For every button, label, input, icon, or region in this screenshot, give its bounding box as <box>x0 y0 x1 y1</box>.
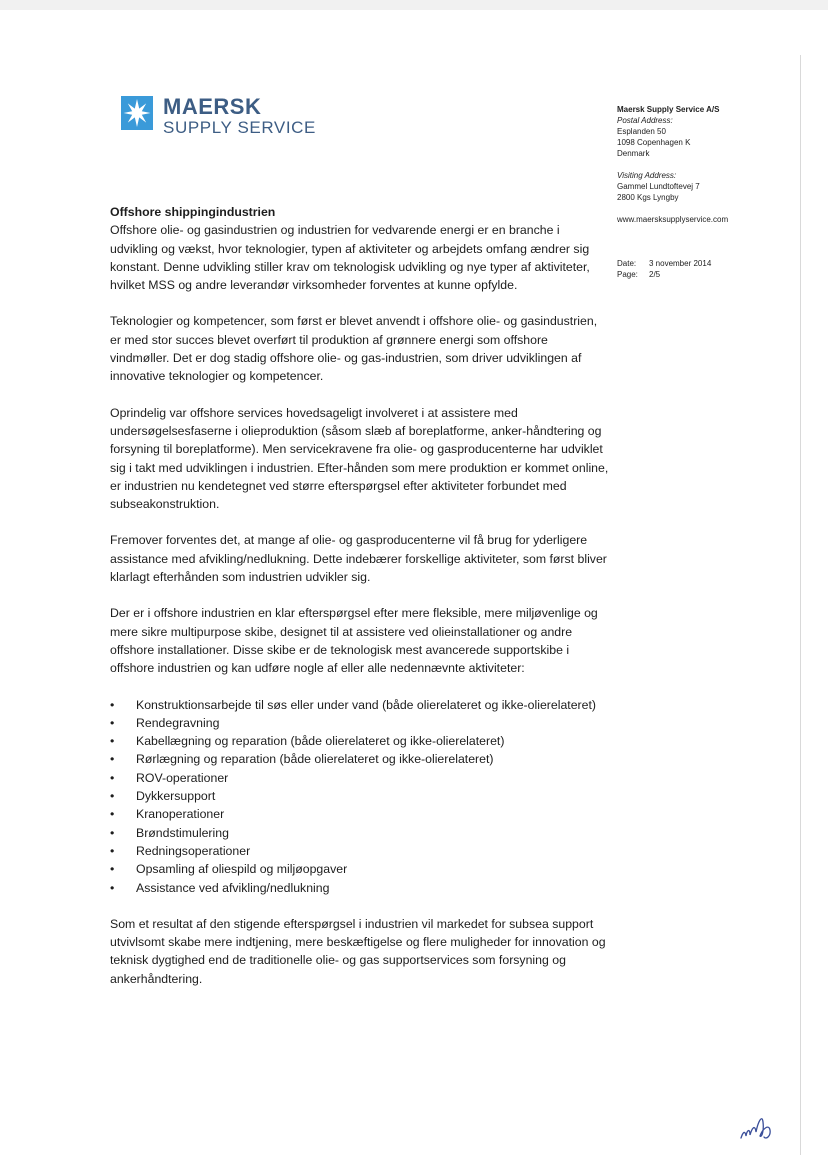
page-row <box>617 269 787 280</box>
activity-list <box>110 696 610 897</box>
list-item: • Assistance ved afvikling/nedlukning <box>110 879 610 897</box>
list-item: • Redningsoperationer <box>110 842 610 860</box>
letter-body <box>110 203 610 1006</box>
list-item: • ROV-operationer <box>110 769 610 787</box>
star-logo-icon <box>121 96 153 130</box>
list-item: • Rendegravning <box>110 714 610 732</box>
company-logo <box>121 96 316 136</box>
visiting-address-label: Visiting Address: <box>617 171 677 180</box>
date-value: 3 november 2014 <box>649 259 712 268</box>
postal-address-label: Postal Address: <box>617 116 673 125</box>
list-item: • Konstruktionsarbejde til søs eller under vand (både olierelateret og ikke-olierelateret) <box>110 696 610 714</box>
paragraph: Offshore olie- og gasindustrien og industrien for vedvarende energi er en branche i udvikling og vækst, hvor teknologier, typen af aktiviteter og arbejdets omfang ændrer sig konstant. Denne udvikling stiller krav om teknologisk udvikling og nye typer af aktiviteter, hvilket MSS og andre leverandør virksomheder forventes at kunne opfylde. <box>110 223 590 293</box>
list-item: • Kabellægning og reparation (både olierelateret og ikke-olierelateret) <box>110 732 610 750</box>
paragraph: Der er i offshore industrien en klar efterspørgsel efter mere fleksible, mere miljøvenlige og mere sikre multipurpose skibe, designet til at assistere ved olieinstallationer og andre offshore installationer. Disse skibe er de teknologisk mest avancerede supportskibe i offshore industrien og kan udføre nogle af eller alle nedennævnte aktiviteter: <box>110 606 598 676</box>
sender-address-block <box>617 104 787 280</box>
postal-address-line: Esplanden 50 <box>617 127 666 136</box>
brand-subtitle: SUPPLY SERVICE <box>163 118 316 137</box>
sender-company: Maersk Supply Service A/S <box>617 105 720 114</box>
brand-name: MAERSK <box>163 94 262 119</box>
date-label: Date: <box>617 259 637 268</box>
postal-address-line: Denmark <box>617 149 650 158</box>
date-row <box>617 258 787 269</box>
paragraph: Som et resultat af den stigende efterspørgsel i industrien vil markedet for subsea support utvivlsomt skabe mere indtjening, mere beskæftigelse og flere muligheder for innovation og teknisk dygtighed end de traditionelle olie- og gas supportservices som forsyning og ankerhåndtering. <box>110 916 606 986</box>
website-link[interactable]: www.maersksupplyservice.com <box>617 215 729 224</box>
page-number: 2/5 <box>649 270 661 279</box>
paragraph: Oprindelig var offshore services hovedsageligt involveret i at assistere med undersøgelsesfaserne i olieproduktion (såsom slæb af boreplatforme, anker-håndtering og forsyning til boreplatforme). Men servicekravene fra olie- og gasproducenterne har udviklet sig i takt med udviklingen i industrien. Efter-hånden som mere produktion er kommet online, er industrien nu kendetegnet ved større efterspørgsel efter aktiviteter forbundet med subseakonstruktion. <box>110 405 609 512</box>
list-item: • Kranoperationer <box>110 805 610 823</box>
list-item: • Dykkersupport <box>110 787 610 805</box>
paragraph: Fremover forventes det, at mange af olie- og gasproducenterne vil få brug for yderligere assistance med afvikling/nedlukning. Dette indebærer forskellige aktiviteter, som først bliver klarlagt efterhånden som industrien udvikler sig. <box>110 533 607 585</box>
list-item: • Rørlægning og reparation (både olierelateret og ikke-olierelateret) <box>110 750 610 768</box>
scan-edge-right <box>800 55 801 1155</box>
visiting-address-line: 2800 Kgs Lyngby <box>617 193 679 202</box>
page-label: Page: <box>617 270 638 279</box>
handwritten-initials <box>738 1110 778 1144</box>
list-item: • Brøndstimulering <box>110 824 610 842</box>
section-heading: Offshore shippingindustrien <box>110 205 276 219</box>
list-item: • Opsamling af oliespild og miljøopgaver <box>110 860 610 878</box>
scan-edge-top <box>0 0 828 10</box>
paragraph: Teknologier og kompetencer, som først er blevet anvendt i offshore olie- og gasindustrien, er med stor succes blevet overført til produktion af grønnere energi som offshore vindmøller. Det er dog stadig offshore olie- og gas-industrien, som driver udviklingen af innovative teknologier og kompetencer. <box>110 314 598 384</box>
postal-address-line: 1098 Copenhagen K <box>617 138 691 147</box>
visiting-address-line: Gammel Lundtoftevej 7 <box>617 182 700 191</box>
